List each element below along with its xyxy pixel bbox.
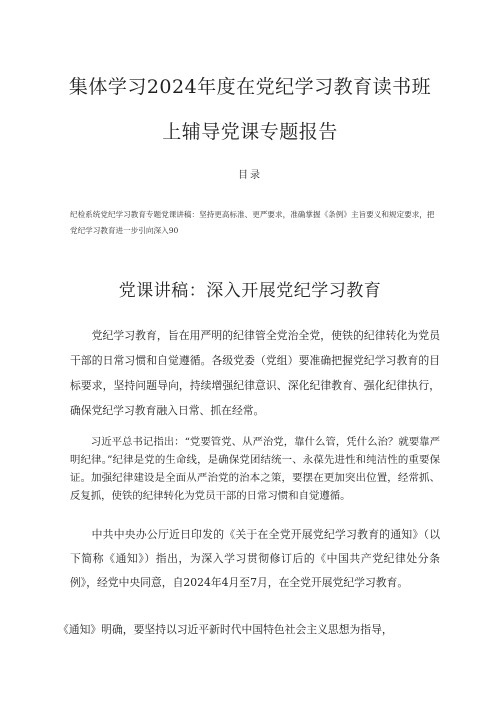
body-paragraph-2: 习近平总书记指出：“党要管党、从严治党，靠什么管，凭什么治？就要靠严明纪律。”纪律是党的生命线，是确保党团结统一、永葆先进性和纯洁性的重要保证。加强纪律建设是全面从严治党的治本之策，要摆在更加突出位置，经常抓、反复抓，使铁的纪律转化为党员干部的日常习惯和自觉遵循。 [70, 436, 440, 502]
body-paragraph-3: 中共中央办公厅近日印发的《关于在全党开展党纪学习教育的通知》（以下简称《通知》）指出，为深入学习贯彻修订后的《中国共产党纪律处分条例》，经党中央同意，自2024年4月至7月，在全党开展党纪学习教育。 [70, 528, 440, 589]
body-paragraph-4: 《通知》明确，要坚持以习近平新时代中国特色社会主义思想为指导， [58, 623, 393, 636]
document-title-line-2: 上辅导党课专题报告 [162, 121, 338, 143]
toc-heading: 目录 [238, 170, 262, 181]
toc-entry[interactable]: 纪检系统党纪学习教育专题党课讲稿：坚持更高标准、更严要求，准确掌握《条例》主旨要义和规定要求，把党纪学习教育进一步引向深入90 [70, 210, 435, 235]
section-title: 党课讲稿：深入开展党纪学习教育 [118, 281, 382, 301]
document-title-line-1: 集体学习2024年度在党纪学习教育读书班 [68, 76, 432, 98]
body-paragraph-1: 党纪学习教育，旨在用严明的纪律管全党治全党，使铁的纪律转化为党员干部的日常习惯和自觉遵循。各级党委（党组）要准确把握党纪学习教育的目标要求，坚持问题导向，持续增强纪律意识、深化纪律教育、强化纪律执行，确保党纪学习教育融入日常、抓在经常。 [70, 329, 440, 417]
